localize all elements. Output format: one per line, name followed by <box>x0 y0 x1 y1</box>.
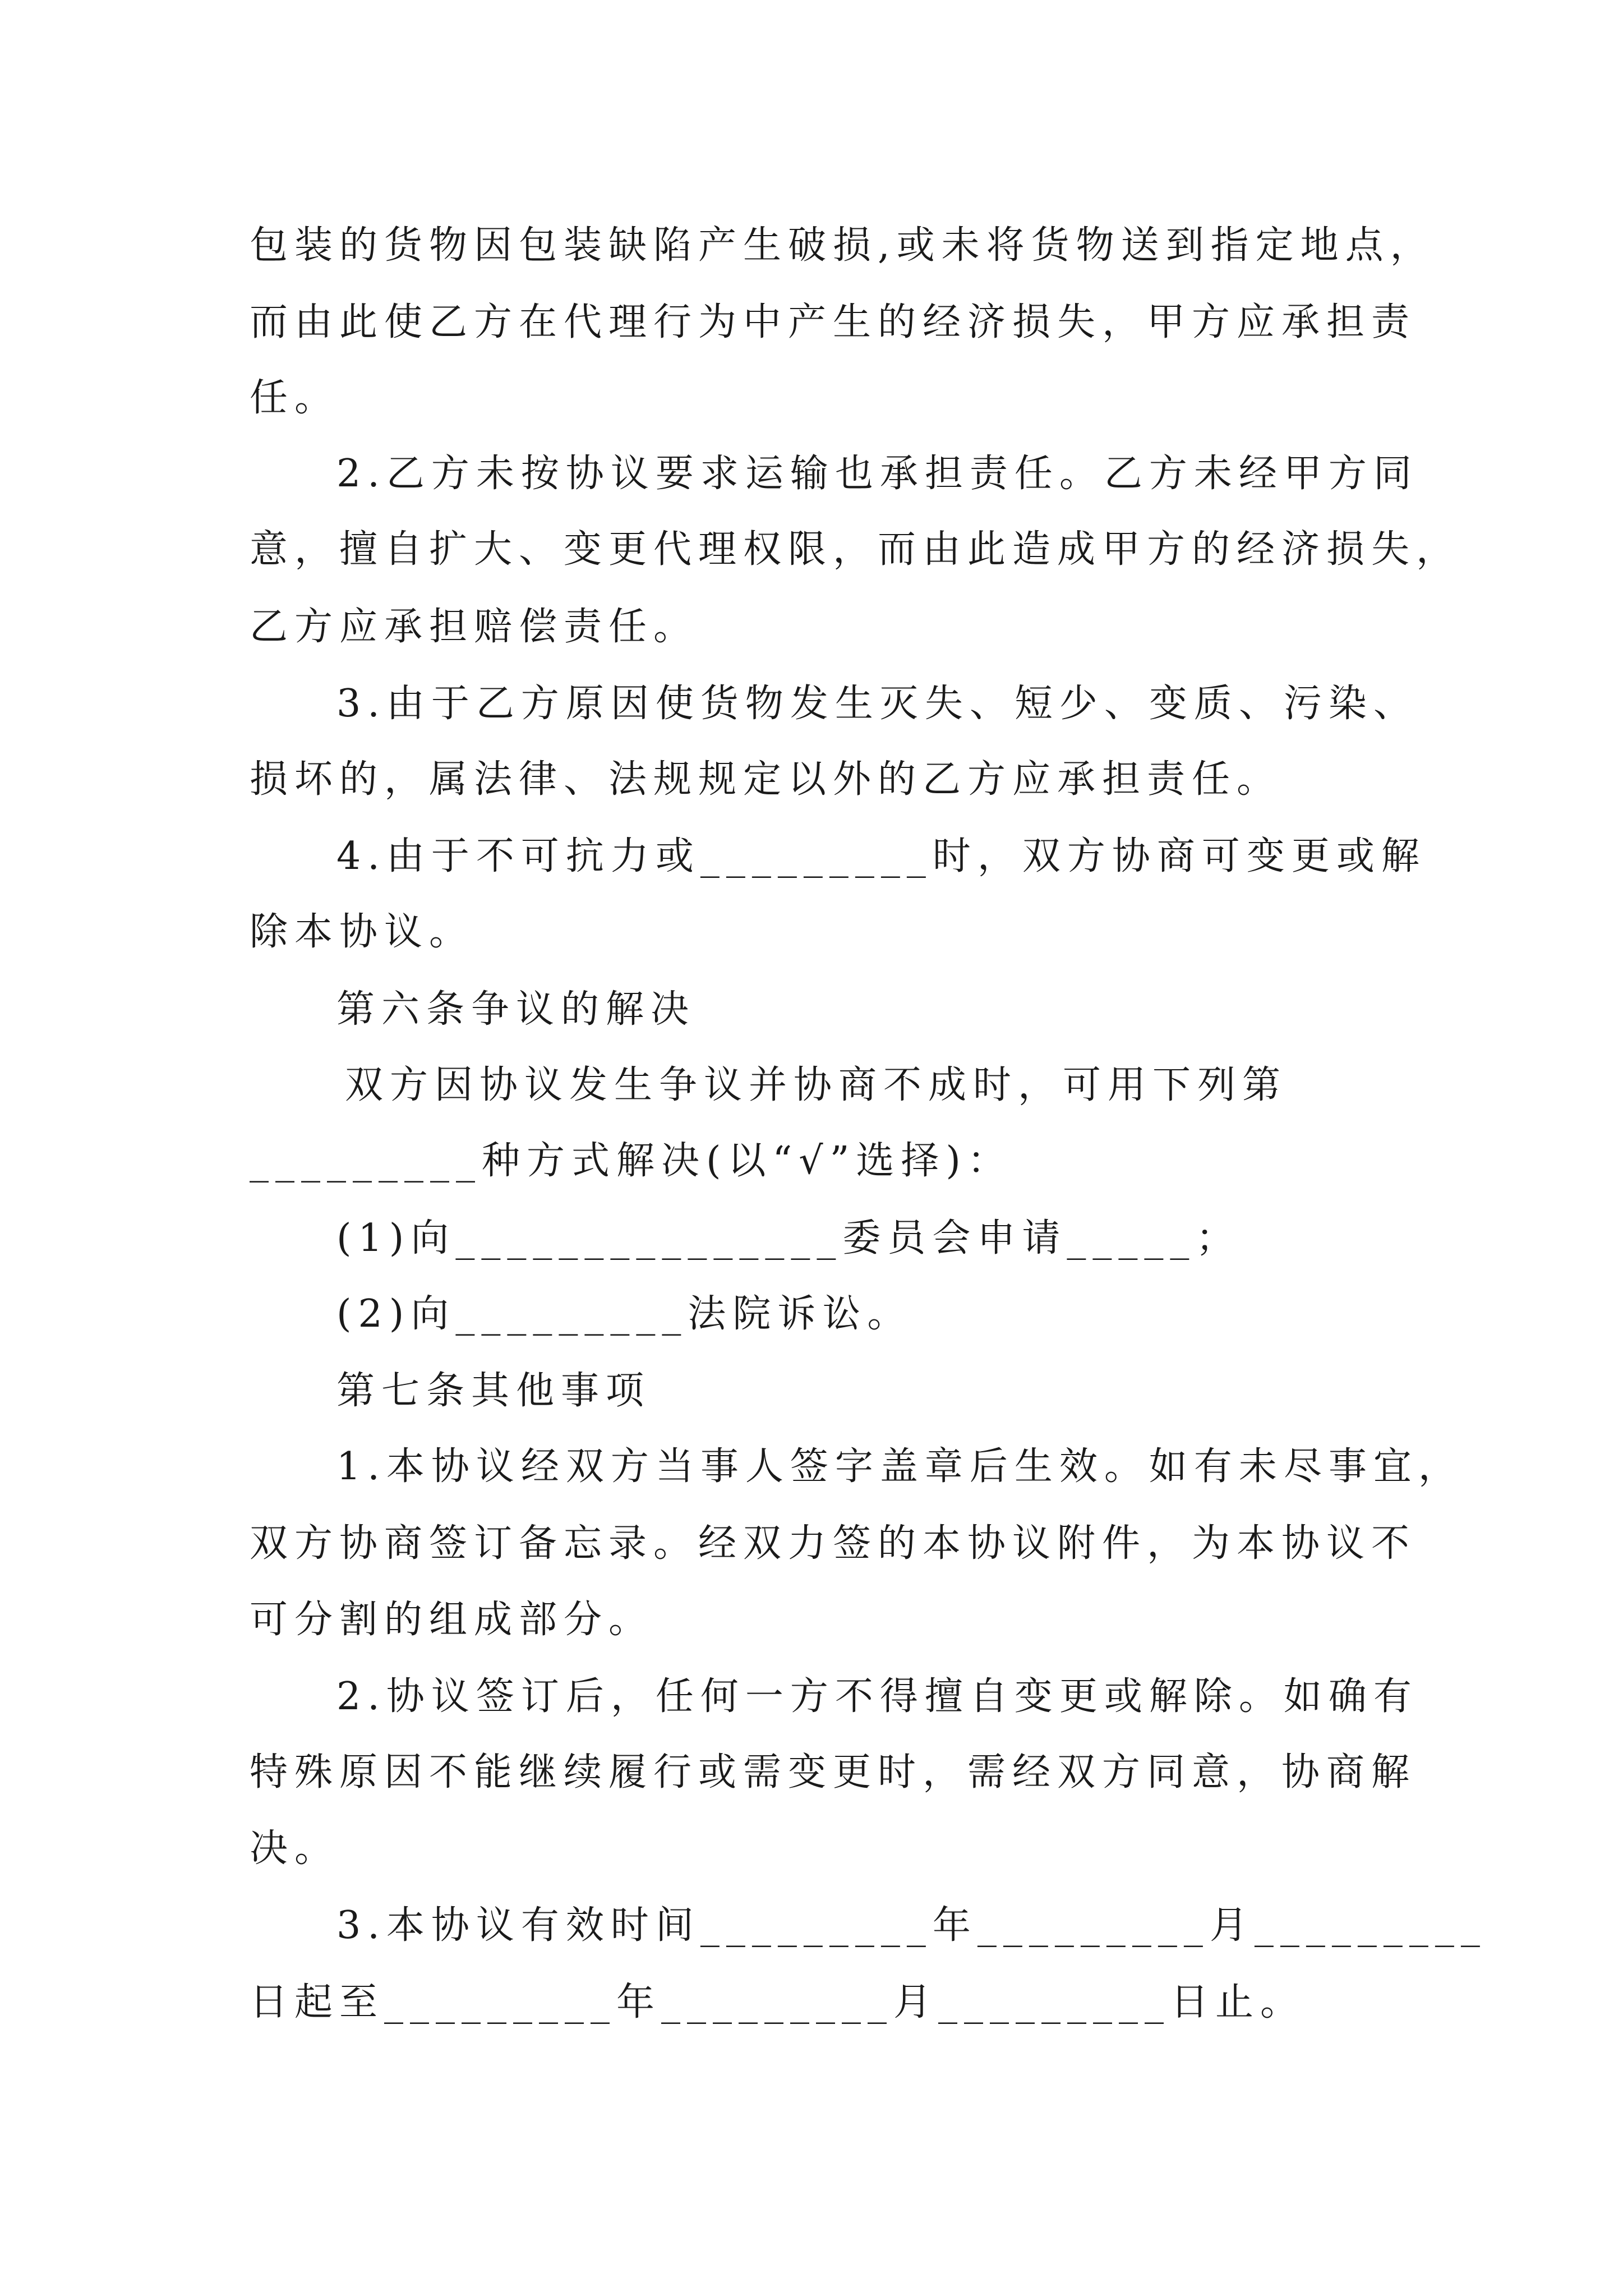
text-line: 特殊原因不能继续履行或需变更时，需经双方同意，协商解 <box>250 1750 1417 1795</box>
text-line: (1)向_______________委员会申请_____； <box>336 1216 1241 1260</box>
text-line: 除本协议。 <box>250 910 474 954</box>
text-line: 乙方应承担赔偿责任。 <box>250 605 699 649</box>
text-line: 4.由于不可抗力或_________时，双方协商可变更或解 <box>336 834 1426 878</box>
section-heading: 第六条争议的解决 <box>336 987 696 1032</box>
text-line: 损坏的，属法律、法规规定以外的乙方应承担责任。 <box>250 757 1282 802</box>
text-line: 2.协议签订后，任何一方不得擅自变更或解除。如确有 <box>336 1674 1418 1719</box>
text-line: 3.由于乙方原因使货物发生灭失、短少、变质、污染、 <box>336 682 1418 726</box>
text-line: 双方协商签订备忘录。经双力签的本协议附件，为本协议不 <box>250 1521 1417 1566</box>
text-line: 可分割的组成部分。 <box>250 1598 654 1642</box>
text-line: 3.本协议有效时间_________年_________月_________ <box>336 1903 1487 1948</box>
text-line: 2.乙方未按协议要求运输也承担责任。乙方未经甲方同 <box>336 452 1418 496</box>
text-line: 任。 <box>250 376 340 420</box>
text-line: 日起至_________年_________月_________日止。 <box>250 1980 1306 2024</box>
section-heading: 第七条其他事项 <box>336 1369 651 1413</box>
text-line: (2)向_________法院诉讼。 <box>336 1292 912 1336</box>
text-line: 意，擅自扩大、变更代理权限，而由此造成甲方的经济损失， <box>250 527 1461 572</box>
text-line: 决。 <box>250 1826 340 1871</box>
text-line: _________种方式解决(以“√”选择)： <box>250 1139 1012 1183</box>
text-line: 双方因协议发生争议并协商不成时，可用下列第 <box>345 1063 1288 1107</box>
text-line: 而由此使乙方在代理行为中产生的经济损失，甲方应承担责 <box>250 300 1417 344</box>
text-line: 包装的货物因包装缺陷产生破损,或未将货物送到指定地点， <box>250 223 1435 268</box>
text-line: 1.本协议经双方当事人签字盖章后生效。如有未尽事宜， <box>336 1444 1463 1489</box>
